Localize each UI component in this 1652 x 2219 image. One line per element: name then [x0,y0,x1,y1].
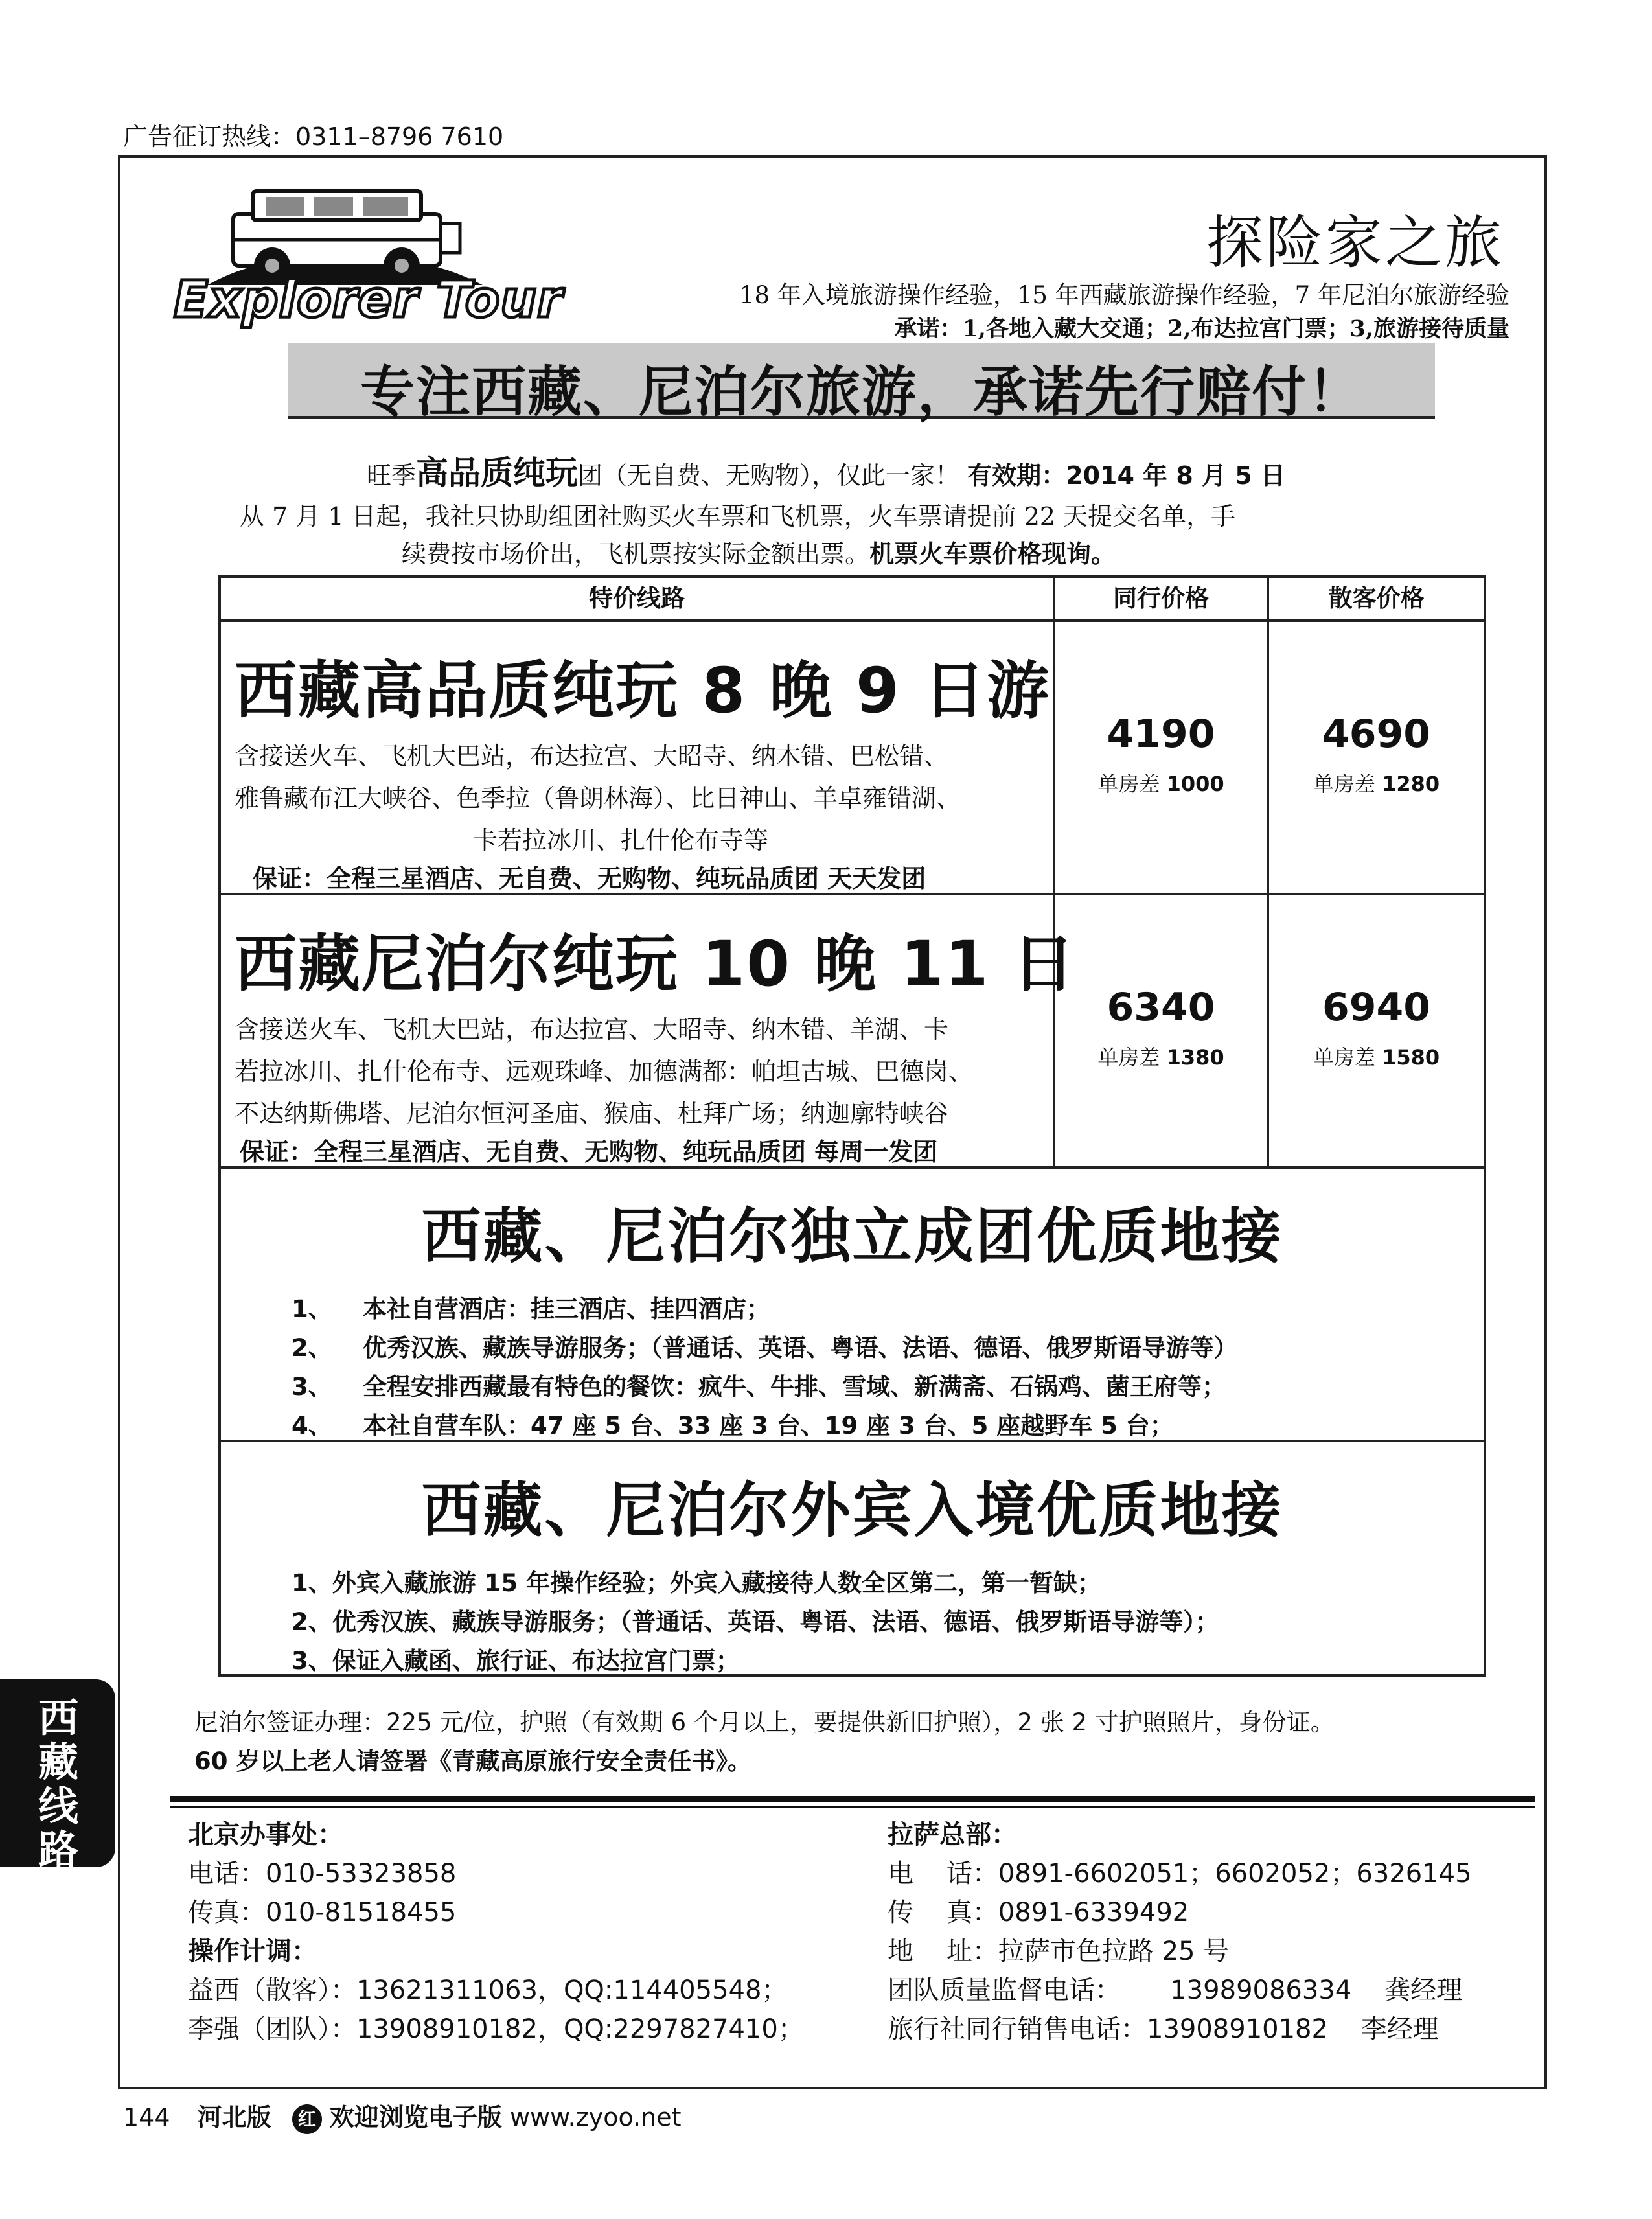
route-2-peer-price: 6340 [1107,985,1215,1030]
lhasa-sales-line: 旅行社同行销售电话：13908910182 李经理 [888,2014,1439,2044]
slogan-banner [288,343,1435,424]
route-2-peer-diff [1055,1041,1267,1071]
route-1-desc-1: 含接送火车、飞机大巴站，布达拉宫、大昭寺、纳木错、巴松错、 [235,742,949,770]
ticket-notice [240,498,1490,573]
side-section-tab [0,1679,115,1874]
section-1-item-1: 本社自营酒店：挂三酒店、挂四酒店； [363,1295,770,1323]
side-tab-char-1: 西 [38,1694,78,1742]
contact-divider-thin [170,1806,1535,1808]
section-1-item-3-num: 3、 [292,1373,332,1401]
route-1-retail-diff [1269,768,1484,798]
beijing-tel: 电话：010-53323858 [188,1859,457,1889]
section-2-item-3: 3、保证入藏函、旅行证、布达拉宫门票； [292,1647,740,1675]
beijing-heading: 北京办事处： [188,1820,343,1850]
table-header-divider [218,619,1486,622]
page-footer [123,2097,681,2134]
notice-line-1: 从 7 月 1 日起，我社只协助组团社购买火车票和飞机票，火车票请提前 22 天提交名单，手 [240,502,1236,531]
peak-prefix: 旺季 [367,461,417,490]
slogan-text: 专注西藏、尼泊尔旅游，承诺先行赔付！ [360,360,1363,424]
table-col-divider-2 [1267,575,1269,1168]
route-1-peer-diff-value: 1000 [1166,772,1224,796]
edition-label: 河北版 [197,2103,271,2132]
section-1-title: 西藏、尼泊尔独立成团优质地接 [421,1202,1283,1271]
side-tab-char-3: 线 [38,1782,78,1830]
beijing-fax: 传真：010-81518455 [188,1898,457,1927]
route-2-desc-3: 不达纳斯佛塔、尼泊尔恒河圣庙、猴庙、杜拜广场；纳迦廓特峡谷 [235,1099,949,1128]
experience-line: 18 年入境旅游操作经验，15 年西藏旅游操作经验，7 年尼泊尔旅游经验 [739,281,1509,309]
route-2-retail-diff [1269,1041,1484,1071]
route-2-title: 西藏尼泊尔纯玩 10 晚 11 日 [235,928,1076,1000]
lhasa-address: 地 址：拉萨市色拉路 25 号 [888,1937,1230,1966]
route-2-guarantee: 保证：全程三星酒店、无自费、无购物、纯玩品质团 每周一发团 [240,1138,938,1166]
section-2-title: 西藏、尼泊尔外宾入境优质地接 [421,1476,1283,1545]
footer-text: 欢迎浏览电子版 [329,2103,502,2132]
section-2-item-2: 2、优秀汉族、藏族导游服务；（普通话、英语、粤语、法语、德语、俄罗斯语导游等）； [292,1608,1219,1636]
visa-info: 尼泊尔签证办理：225 元/位，护照（有效期 6 个月以上，要提供新旧护照），2 张 2 寸护照照片，身份证。 [194,1708,1335,1736]
route-1-guarantee: 保证：全程三星酒店、无自费、无购物、纯玩品质团 天天发团 [253,864,926,893]
section-1-item-2: 优秀汉族、藏族导游服务；（普通话、英语、粤语、法语、德语、俄罗斯语导游等） [363,1334,1238,1362]
route-2-peer-diff-label: 单房差 [1097,1045,1160,1070]
notice-line-2: 续费按市场价出，飞机票按实际金额出票。 [402,540,870,568]
page-number: 144 [123,2103,170,2132]
peak-validity: 有效期：2014 年 8 月 5 日 [967,461,1285,490]
route-2-desc-2: 若拉冰川、扎什伦布寺、远观珠峰、加德满都：帕坦古城、巴德岗、 [235,1057,974,1086]
route-1-desc-2: 雅鲁藏布江大峡谷、色季拉（鲁朗林海）、比日神山、羊卓雍错湖、 [235,784,961,812]
route-1-peer-price: 4190 [1107,711,1215,757]
section-1-item-3: 全程安排西藏最有特色的餐饮：疯牛、牛排、雪域、新满斋、石锅鸡、菌王府等； [363,1373,1226,1401]
route-2-desc-1: 含接送火车、飞机大巴站，布达拉宫、大昭寺、纳木错、羊湖、卡 [235,1015,949,1044]
lhasa-heading: 拉萨总部： [888,1820,1017,1850]
brand-title: 探险家之旅 [1206,209,1504,276]
lhasa-fax: 传 真：0891-6339492 [888,1898,1189,1927]
section-1-item-4: 本社自营车队：47 座 5 台、33 座 3 台、19 座 3 台、5 座越野车 5 台； [363,1412,1174,1440]
logo-text: Explorer Tour [174,271,563,329]
ad-hotline: 广告征订热线：0311–8796 7610 [123,122,504,151]
lhasa-tel: 电 话：0891-6602051；6602052；6326145 [888,1859,1472,1889]
footer-url[interactable]: www.zyoo.net [509,2103,682,2132]
peak-suffix: 团（无自费、无购物），仅此一家！ [578,461,960,490]
peak-season-line [0,447,1652,494]
promise-line: 承诺：1,各地入藏大交通；2,布达拉宫门票；3,旅游接待质量 [894,316,1509,342]
beijing-ops-heading: 操作计调： [188,1937,317,1966]
notice-line-2-bold: 机票火车票价格现询。 [869,540,1116,568]
notice-line-2-wrap [240,535,1490,573]
route-1-peer-diff-label: 单房差 [1097,772,1160,796]
header-retail-price: 散客价格 [1269,578,1484,619]
route-1-retail-diff-label: 单房差 [1313,772,1375,796]
header-peer-price: 同行价格 [1055,578,1267,619]
route-1-title: 西藏高品质纯玩 8 晚 9 日游 [235,654,1051,727]
peak-highlight: 高品质纯玩 [416,454,579,492]
header-route: 特价线路 [221,578,1053,619]
route-2-retail-diff-label: 单房差 [1313,1045,1375,1070]
side-tab-char-4: 路 [38,1826,78,1874]
section-1-item-2-num: 2、 [292,1334,332,1362]
beijing-contact-1: 益西（散客）：13621311063，QQ:114405548； [188,1975,788,2005]
side-tab-char-2: 藏 [38,1738,78,1786]
section-2-item-1: 1、外宾入藏旅游 15 年操作经验；外宾入藏接待人数全区第二，第一暂缺； [292,1569,1101,1597]
route-1-peer-diff [1055,768,1267,798]
elderly-notice: 60 岁以上老人请签署《青藏高原旅行安全责任书》。 [194,1747,751,1775]
route-2-peer-diff-value: 1380 [1166,1045,1224,1070]
route-1-desc-3: 卡若拉冰川、扎什伦布寺等 [473,826,769,855]
red-badge-icon: 红 [292,2104,322,2134]
lhasa-quality-line: 团队质量监督电话： 13989086334 龚经理 [888,1975,1463,2005]
beijing-contact-2: 李强（团队）：13908910182，QQ:2297827410； [188,2014,804,2044]
contact-divider-thick [170,1796,1535,1802]
table-col-divider-1 [1053,575,1055,1168]
route-1-retail-diff-value: 1280 [1382,772,1440,796]
section-1-item-1-num: 1、 [292,1295,332,1323]
route-2-retail-diff-value: 1580 [1382,1045,1440,1070]
route-2-retail-price: 6940 [1322,985,1430,1030]
section-1-item-4-num: 4、 [292,1412,332,1440]
route-1-retail-price: 4690 [1322,711,1430,757]
